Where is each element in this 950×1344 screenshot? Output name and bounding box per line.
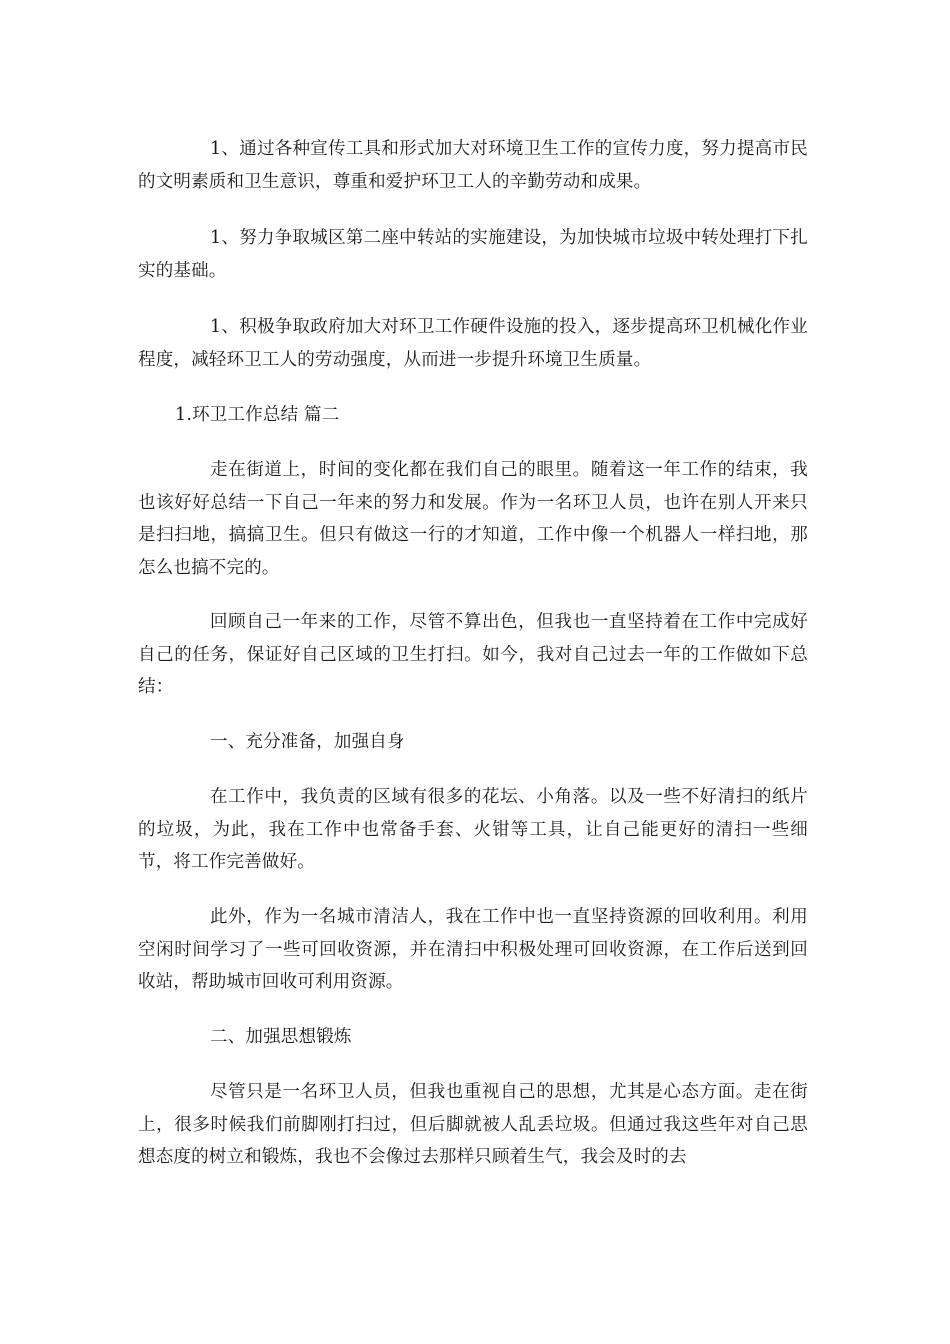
- subheading-preparation: 一、充分准备，加强自身: [210, 732, 405, 752]
- paragraph-attitude: 尽管只是一名环卫人员，但我也重视自己的思想，尤其是心态方面。走在街上，很多时候我们前脚刚打扫过，但后脚就被人乱丢垃圾。但通过我这些年对自己思想态度的树立和锻炼，我也不会像过去那样只顾着生气，我会及时的去: [138, 1082, 808, 1167]
- paragraph-review: 回顾自己一年来的工作，尽管不算出色，但我也一直坚持着在工作中完成好自己的任务，保证好自己区域的卫生打扫。如今，我对自己过去一年的工作做如下总结：: [138, 612, 808, 697]
- paragraph-hardware-investment: 1、积极争取政府加大对环卫工作硬件设施的投入，逐步提高环卫机械化作业程度，减轻环卫工人的劳动强度，从而进一步提升环境卫生质量。: [138, 317, 808, 370]
- paragraph-transfer-station: 1、努力争取城区第二座中转站的实施建设，为加快城市垃圾中转处理打下扎实的基础。: [138, 228, 808, 281]
- paragraph-intro: 走在街道上，时间的变化都在我们自己的眼里。随着这一年工作的结束，我也该好好总结一下自己一年来的努力和发展。作为一名环卫人员，也许在别人开来只是扫扫地，搞搞卫生。但只有做这一行的才知道，工作中像一个机器人一样扫地，那怎么也搞不完的。: [138, 460, 808, 578]
- section-heading-part-two: 1.环卫工作总结 篇二: [175, 405, 340, 425]
- paragraph-publicity: 1、通过各种宣传工具和形式加大对环境卫生工作的宣传力度，努力提高市民的文明素质和卫生意识，尊重和爱护环卫工人的辛勤劳动和成果。: [138, 139, 808, 192]
- paragraph-recycling: 此外，作为一名城市清洁人，我在工作中也一直坚持资源的回收利用。利用空闲时间学习了一些可回收资源，并在清扫中积极处理可回收资源，在工作后送到回收站，帮助城市回收可利用资源。: [138, 907, 808, 992]
- paragraph-work-area: 在工作中，我负责的区域有很多的花坛、小角落。以及一些不好清扫的纸片的垃圾，为此，我在工作中也常备手套、火钳等工具，让自己能更好的清扫一些细节，将工作完善做好。: [138, 787, 808, 872]
- subheading-mindset: 二、加强思想锻炼: [210, 1027, 352, 1047]
